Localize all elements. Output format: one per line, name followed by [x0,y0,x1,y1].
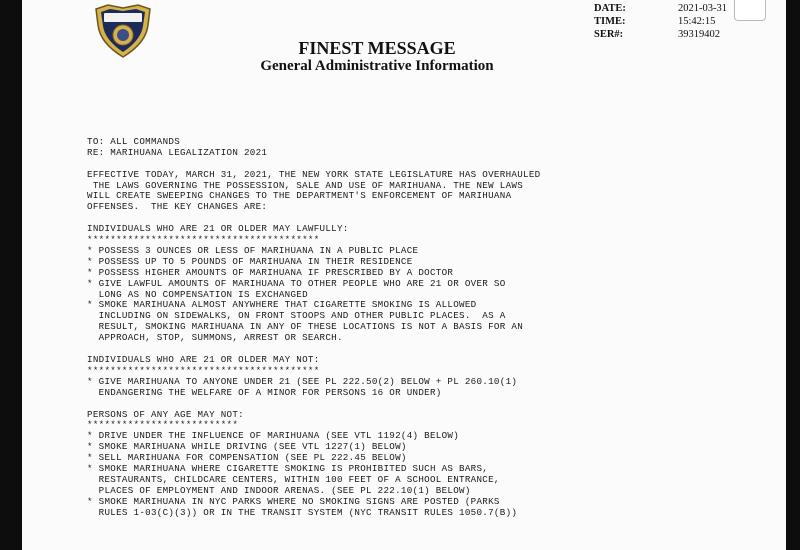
to-line: TO: ALL COMMANDS [87,135,181,147]
section3-heading: PERSONS OF ANY AGE MAY NOT: [87,408,244,420]
intro-line: THE LAWS GOVERNING THE POSSESSION, SALE AND USE OF MARIHUANA. THE NEW LAWS [87,179,524,191]
section3-item: RULES 1-03(C)(3)) OR IN THE TRANSIT SYSTEM (NYC TRANSIT RULES 1050.7(B)) [87,506,518,518]
message-body [87,126,767,540]
section1-divider: **************************************** [87,234,320,246]
date-label: DATE: [594,3,626,14]
section3-item: * DRIVE UNDER THE INFLUENCE OF MARIHUANA (SEE VTL 1192(4) BELOW) [87,430,460,442]
time-label: TIME: [594,16,626,27]
document-subtitle: General Administrative Information [260,58,494,74]
message-metadata [594,2,727,41]
section3-item: PLACES OF EMPLOYMENT AND INDOOR ARENAS. (SEE PL 222.10(1) BELOW) [87,484,471,496]
section3-item: * SELL MARIHUANA FOR COMPENSATION (SEE PL 222.45 BELOW) [87,452,407,464]
intro-line: WILL CREATE SWEEPING CHANGES TO THE DEPARTMENT'S ENFORCEMENT OF MARIHUANA [87,190,512,202]
section1-item: * POSSESS UP TO 5 POUNDS OF MARIHUANA IN THEIR RESIDENCE [87,255,413,267]
section1-heading: INDIVIDUALS WHO ARE 21 OR OLDER MAY LAWFULLY: [87,223,349,235]
serial-row [594,28,727,41]
section2-divider: **************************************** [87,364,320,376]
section3-item: RESTAURANTS, CHILDCARE CENTERS, WITHIN 100 FEET OF A SCHOOL ENTRANCE, [87,473,500,485]
time-value: 15:42:15 [678,16,716,27]
section2-item: ENDANGERING THE WELFARE OF A MINOR FOR PERSONS 16 OR UNDER) [87,386,442,398]
section1-item: * POSSESS 3 OUNCES OR LESS OF MARIHUANA IN A PUBLIC PLACE [87,244,419,256]
serial-value: 39319402 [678,29,720,40]
document-title: FINEST MESSAGE [298,38,456,58]
time-row [594,15,727,28]
section3-item: * SMOKE MARIHUANA WHILE DRIVING (SEE VTL 1227(1) BELOW) [87,441,407,453]
right-border [786,0,800,550]
section2-item: * GIVE MARIHUANA TO ANYONE UNDER 21 (SEE PL 222.50(2) BELOW + PL 260.10(1) [87,375,518,387]
section1-item: LONG AS NO COMPENSATION IS EXCHANGED [87,288,308,300]
section1-item: APPROACH, STOP, SUMMONS, ARREST OR SEARCH. [87,332,343,344]
section3-item: * SMOKE MARIHUANA IN NYC PARKS WHERE NO SMOKING SIGNS ARE POSTED (PARKS [87,495,500,507]
intro-line: EFFECTIVE TODAY, MARCH 31, 2021, THE NEW YORK STATE LEGISLATURE HAS OVERHAULED [87,168,541,180]
section1-item: * GIVE LAWFUL AMOUNTS OF MARIHUANA TO OTHER PEOPLE WHO ARE 21 OR OVER SO [87,277,506,289]
section1-item: * SMOKE MARIHUANA ALMOST ANYWHERE THAT CIGARETTE SMOKING IS ALLOWED [87,299,477,311]
intro-line: OFFENSES. THE KEY CHANGES ARE: [87,201,268,213]
left-border [0,0,22,550]
section1-item: * POSSESS HIGHER AMOUNTS OF MARIHUANA IF PRESCRIBED BY A DOCTOR [87,266,454,278]
date-row [594,2,727,15]
section3-item: * SMOKE MARIHUANA WHERE CIGARETTE SMOKING IS PROHIBITED SUCH AS BARS, [87,463,489,475]
section2-heading: INDIVIDUALS WHO ARE 21 OR OLDER MAY NOT: [87,353,320,365]
re-line: RE: MARIHUANA LEGALIZATION 2021 [87,146,268,158]
section1-item: INCLUDING ON SIDEWALKS, ON FRONT STOOPS AND OTHER PUBLIC PLACES. AS A [87,310,506,322]
section3-divider: ************************** [87,419,239,431]
section1-item: RESULT, SMOKING MARIHUANA IN ANY OF THESE LOCATIONS IS NOT A BASIS FOR AN [87,321,524,333]
police-department-badge-icon [90,3,156,59]
date-value: 2021-03-31 [678,3,727,14]
corner-tab [734,0,766,21]
document-page [22,0,786,550]
serial-label: SER#: [594,29,624,40]
